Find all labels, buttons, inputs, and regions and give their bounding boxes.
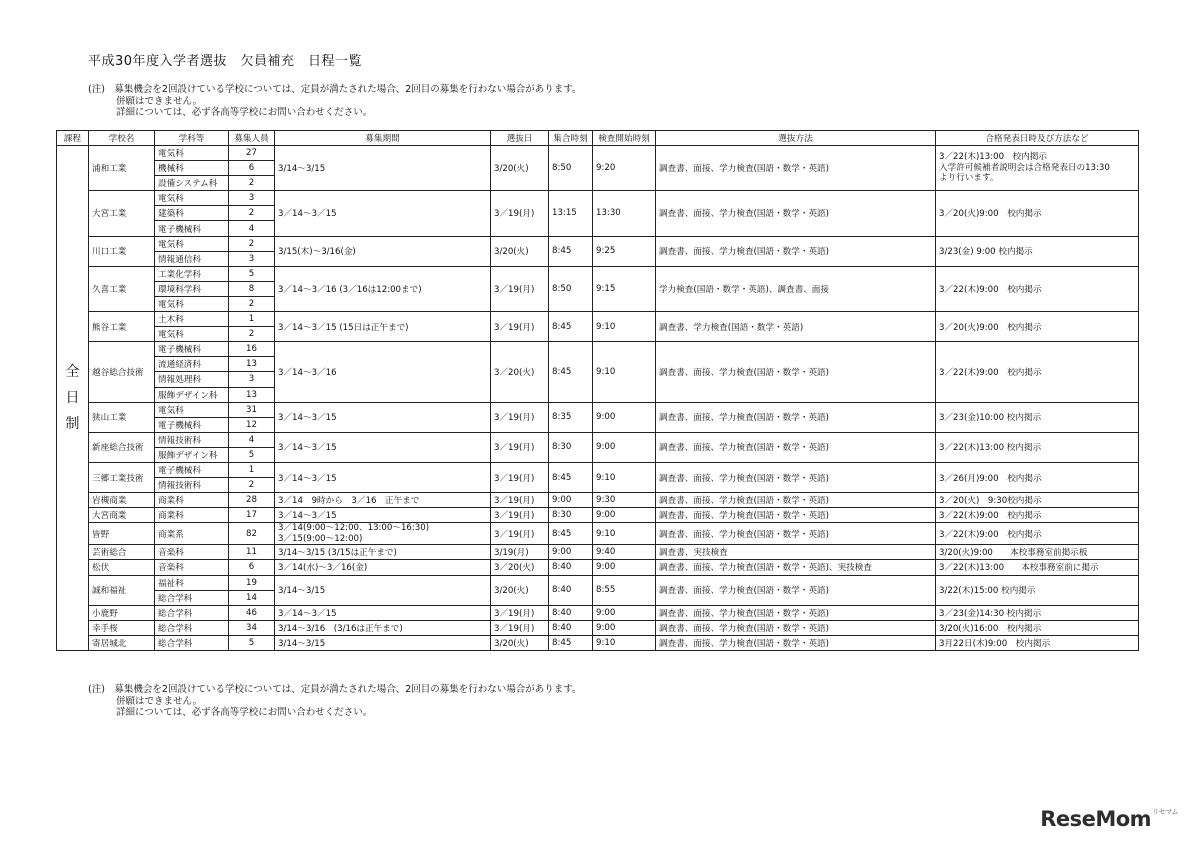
dept-name: 電子機械科 [155,221,229,236]
method-cell: 調査書、面接、学力検査(国語・数学・英語) [656,620,936,635]
result-line: より行います。 [939,173,999,184]
method-cell: 調査書、面接、学力検査(国語・数学・英語) [656,432,936,462]
period-cell: 3／14 9時から 3／16 正午まで [275,493,491,508]
dept-capacity: 5 [229,266,275,281]
period-cell: 3/14～3/16 (3/16は正午まで) [275,620,491,635]
start-cell: 9:40 [593,545,656,560]
dept-capacity: 11 [229,545,275,560]
result-cell [936,605,1139,620]
period-cell: 3/14～3/15 [275,635,491,650]
gather-cell: 8:45 [549,523,593,545]
gather-cell: 8:35 [549,402,593,432]
result-line: 3/22(木)15:00 校内掲示 [939,586,1036,597]
school-name: 久喜工業 [89,266,155,311]
dept-name: 土木科 [155,312,229,327]
course-char: 全 [65,364,80,380]
period-cell: 3／14～3／15 [275,191,491,236]
period-cell: 3/15(木)～3/16(金) [275,236,491,266]
date-cell: 3/20(火) [491,236,549,266]
period-cell: 3／14～3／15 [275,462,491,492]
period-cell: 3/14～3/15 [275,146,491,191]
result-cell [936,236,1139,266]
dept-capacity: 12 [229,417,275,432]
note-line: 詳細については、必ず各高等学校にお問い合わせください。 [116,107,373,118]
dept-capacity: 46 [229,605,275,620]
dept-name: 情報技術科 [155,432,229,447]
dept-capacity: 2 [229,327,275,342]
course-char: 制 [65,416,80,432]
result-line: 3／20(火)9:00 校内掲示 [939,209,1042,220]
school-name: 浦和工業 [89,146,155,191]
dept-name: 設備システム科 [155,176,229,191]
dept-capacity: 5 [229,447,275,462]
column-header: 選抜方法 [656,131,936,146]
result-line: 3／22(木)9:00 校内掲示 [939,529,1042,540]
dept-capacity: 31 [229,402,275,417]
start-cell: 9:00 [593,508,656,523]
result-cell [936,523,1139,545]
date-cell: 3／19(月) [491,462,549,492]
note-line: 併願はできません。 [116,695,203,707]
dept-capacity: 82 [229,523,275,545]
start-cell: 9:25 [593,236,656,266]
period-cell [275,523,491,545]
gather-cell: 9:00 [549,545,593,560]
method-cell: 調査書、面接、学力検査(国語・数学・英語) [656,508,936,523]
result-cell [936,560,1139,575]
dept-name: 電気科 [155,191,229,206]
start-cell: 9:20 [593,146,656,191]
table-row [57,560,1139,575]
date-cell: 3／19(月) [491,191,549,236]
table-header-row [57,131,1139,146]
dept-capacity: 6 [229,560,275,575]
dept-capacity: 8 [229,281,275,296]
dept-name: 電気科 [155,146,229,161]
start-cell: 9:30 [593,493,656,508]
gather-cell: 8:40 [549,560,593,575]
school-name: 幸手桜 [89,620,155,635]
school-name: 川口工業 [89,236,155,266]
result-line: 3／20(火) 9:30校内掲示 [939,496,1042,507]
method-cell: 調査書、面接、学力検査(国語・数学・英語) [656,191,936,236]
logo-text: ReseMom [1040,807,1152,831]
start-cell: 9:00 [593,560,656,575]
dept-capacity: 2 [229,176,275,191]
result-line: 3／22(木)13:00 校内掲示 [939,152,1048,163]
date-cell: 3／19(月) [491,523,549,545]
dept-name: 総合学科 [155,590,229,605]
note-line: (注) 募集機会を2回設けている学校については、定員が満たされた場合、2回目の募集を行わない場合があります。 [88,84,582,95]
date-cell: 3/20(火) [491,635,549,650]
start-cell: 9:10 [593,635,656,650]
result-cell [936,432,1139,462]
dept-name: 電気科 [155,236,229,251]
dept-name: 情報処理科 [155,372,229,387]
column-header: 学科等 [155,131,229,146]
notes-bottom [88,684,582,719]
method-cell: 調査書、面接、学力検査(国語・数学・英語) [656,523,936,545]
school-name: 皆野 [89,523,155,545]
dept-name: 電気科 [155,402,229,417]
column-header: 集合時刻 [549,131,593,146]
dept-name: 福祉科 [155,575,229,590]
table-row [57,545,1139,560]
method-cell: 調査書、面接、学力検査(国語・数学・英語) [656,146,936,191]
dept-capacity: 2 [229,236,275,251]
gather-cell: 13:15 [549,191,593,236]
dept-capacity: 28 [229,493,275,508]
method-cell: 調査書、面接、学力検査(国語・数学・英語) [656,236,936,266]
dept-name: 電気科 [155,327,229,342]
result-line: 3／26(月)9:00 校内掲示 [939,473,1042,484]
dept-capacity: 27 [229,146,275,161]
dept-capacity: 17 [229,508,275,523]
school-name: 大宮商業 [89,508,155,523]
gather-cell: 8:40 [549,575,593,605]
dept-name: 電子機械科 [155,462,229,477]
table-row [57,575,1139,590]
column-header: 合格発表日時及び方法など [936,131,1139,146]
gather-cell: 8:30 [549,508,593,523]
date-cell: 3／19(月) [491,402,549,432]
gather-cell: 8:45 [549,635,593,650]
table-row [57,493,1139,508]
method-cell: 調査書、面接、学力検査(国語・数学・英語) [656,605,936,620]
result-line: 3／22(木)9:00 校内掲示 [939,367,1042,378]
dept-capacity: 1 [229,462,275,477]
notes-top [88,84,582,119]
result-line: 3／23(金)14:30 校内掲示 [939,608,1042,619]
start-cell: 9:15 [593,266,656,311]
date-cell: 3／19(月) [491,266,549,311]
table-row [57,312,1139,327]
dept-name: 電子機械科 [155,417,229,432]
gather-cell: 9:00 [549,493,593,508]
table-row [57,523,1139,545]
method-cell: 調査書、実技検査 [656,545,936,560]
period-line: 3／14(9:00～12:00、13:00～16:30) [278,523,430,534]
date-cell: 3/19(月) [491,545,549,560]
dept-name: 総合学科 [155,635,229,650]
result-cell [936,462,1139,492]
date-cell: 3／19(月) [491,493,549,508]
dept-name: 情報通信科 [155,251,229,266]
dept-capacity: 6 [229,161,275,176]
dept-name: 服飾デザイン科 [155,387,229,402]
dept-capacity: 13 [229,357,275,372]
note-line: 併願はできません。 [116,95,203,107]
period-line: 3／15(9:00～12:00) [278,533,363,544]
start-cell: 8:55 [593,575,656,605]
school-name: 越谷総合技術 [89,342,155,402]
dept-capacity: 4 [229,221,275,236]
method-cell: 学力検査(国語・数学・英語)、調査書、面接 [656,266,936,311]
course-char: 日 [65,390,80,406]
result-cell [936,545,1139,560]
method-cell: 調査書、面接、学力検査(国語・数学・英語) [656,575,936,605]
result-cell [936,508,1139,523]
dept-name: 電気科 [155,296,229,311]
dept-capacity: 19 [229,575,275,590]
result-cell [936,575,1139,605]
result-line: 3／23(金)10:00 校内掲示 [939,413,1042,424]
dept-capacity: 2 [229,206,275,221]
table-row [57,146,1139,161]
method-cell: 調査書、面接、学力検査(国語・数学・英語)、実技検査 [656,560,936,575]
school-name: 新座総合技術 [89,432,155,462]
dept-capacity: 3 [229,251,275,266]
result-line: 3／22(木)13:00 本校事務室前に掲示 [939,563,1099,574]
dept-capacity: 2 [229,478,275,493]
dept-capacity: 5 [229,635,275,650]
start-cell: 9:00 [593,402,656,432]
date-cell: 3／19(月) [491,312,549,342]
table-row [57,605,1139,620]
dept-capacity: 34 [229,620,275,635]
result-line: 3／22(木)9:00 校内掲示 [939,284,1042,295]
dept-name: 総合学科 [155,605,229,620]
date-cell: 3／19(月) [491,605,549,620]
method-cell: 調査書、面接、学力検査(国語・数学・英語) [656,342,936,402]
start-cell: 13:30 [593,191,656,236]
table-row [57,191,1139,206]
period-cell: 3／14～3／15 [275,432,491,462]
table-row [57,342,1139,357]
dept-capacity: 3 [229,372,275,387]
period-cell: 3／14～3／15 (15日は正午まで) [275,312,491,342]
method-cell: 調査書、面接、学力検査(国語・数学・英語) [656,462,936,492]
column-header: 学校名 [89,131,155,146]
date-cell: 3／19(月) [491,432,549,462]
school-name: 誠和福祉 [89,575,155,605]
dept-capacity: 2 [229,296,275,311]
school-name: 熊谷工業 [89,312,155,342]
start-cell: 9:00 [593,620,656,635]
school-name: 三郷工業技術 [89,462,155,492]
date-cell: 3/20(火) [491,575,549,605]
period-cell: 3／14～3／16 [275,342,491,402]
column-header: 課程 [57,131,89,146]
dept-name: 商業系 [155,523,229,545]
column-header: 募集人員 [229,131,275,146]
dept-name: 工業化学科 [155,266,229,281]
method-cell: 調査書、学力検査(国語・数学・英語) [656,312,936,342]
gather-cell: 8:45 [549,462,593,492]
dept-capacity: 3 [229,191,275,206]
dept-name: 総合学科 [155,620,229,635]
table-row [57,620,1139,635]
dept-capacity: 14 [229,590,275,605]
dept-name: 建築科 [155,206,229,221]
start-cell: 9:10 [593,342,656,402]
gather-cell: 8:45 [549,342,593,402]
result-cell [936,620,1139,635]
column-header: 募集期間 [275,131,491,146]
result-line: 3／22(木)9:00 校内掲示 [939,511,1042,522]
result-cell [936,493,1139,508]
dept-name: 音楽科 [155,545,229,560]
start-cell: 9:10 [593,523,656,545]
note-line: 詳細については、必ず各高等学校にお問い合わせください。 [116,707,373,718]
gather-cell: 8:30 [549,432,593,462]
dept-name: 服飾デザイン科 [155,447,229,462]
result-cell [936,146,1139,191]
date-cell: 3/20(火) [491,146,549,191]
table-row [57,432,1139,447]
result-line: 3/20(火)9:00 本校事務室前掲示板 [939,548,1088,559]
dept-capacity: 1 [229,312,275,327]
result-cell [936,402,1139,432]
method-cell: 調査書、面接、学力検査(国語・数学・英語) [656,402,936,432]
period-cell: 3/14～3/15 [275,575,491,605]
date-cell: 3／20(火) [491,342,549,402]
table-row [57,508,1139,523]
note-line: (注) 募集機会を2回設けている学校については、定員が満たされた場合、2回目の募集を行わない場合があります。 [88,684,582,695]
school-name: 大宮工業 [89,191,155,236]
result-cell [936,312,1139,342]
schedule-table [56,130,1139,651]
date-cell: 3／19(月) [491,508,549,523]
table-row [57,462,1139,477]
gather-cell: 8:40 [549,605,593,620]
gather-cell: 8:50 [549,146,593,191]
table-row [57,266,1139,281]
result-line: 3/20(火)16:00 校内掲示 [939,623,1042,634]
dept-name: 流通経済科 [155,357,229,372]
period-cell: 3／14～3／16 (3／16は12:00まで) [275,266,491,311]
result-line: 入学許可候補者説明会は合格発表日の13:30 [939,162,1110,173]
school-name: 寄居城北 [89,635,155,650]
period-cell: 3/14～3/15 (3/15は正午まで) [275,545,491,560]
dept-name: 電子機械科 [155,342,229,357]
school-name: 岩槻商業 [89,493,155,508]
gather-cell: 8:45 [549,236,593,266]
result-cell [936,191,1139,236]
result-line: 3／22(木)13:00 校内掲示 [939,443,1042,454]
dept-name: 音楽科 [155,560,229,575]
method-cell: 調査書、面接、学力検査(国語・数学・英語) [656,493,936,508]
table-row [57,402,1139,417]
result-cell [936,342,1139,402]
result-line: 3／20(火)9:00 校内掲示 [939,322,1042,333]
page-title: 平成30年度入学者選抜 欠員補充 日程一覧 [88,54,363,69]
dept-name: 商業科 [155,508,229,523]
gather-cell: 8:50 [549,266,593,311]
date-cell: 3／19(月) [491,620,549,635]
result-cell [936,266,1139,311]
result-line: 3/23(金) 9:00 校内掲示 [939,247,1033,258]
course-cell [57,146,89,651]
gather-cell: 8:45 [549,312,593,342]
date-cell: 3／20(火) [491,560,549,575]
start-cell: 9:00 [593,605,656,620]
period-cell: 3／14～3／15 [275,402,491,432]
dept-capacity: 13 [229,387,275,402]
column-header: 検査開始時刻 [593,131,656,146]
result-cell [936,635,1139,650]
period-cell: 3／14～3／15 [275,508,491,523]
dept-name: 情報技術科 [155,478,229,493]
start-cell: 9:10 [593,312,656,342]
gather-cell: 8:40 [549,620,593,635]
dept-capacity: 4 [229,432,275,447]
start-cell: 9:10 [593,462,656,492]
school-name: 松伏 [89,560,155,575]
logo-mark: リセマム [1152,808,1178,816]
result-line: 3月22日(木)9:00 校内掲示 [939,638,1051,649]
start-cell: 9:00 [593,432,656,462]
school-name: 小鹿野 [89,605,155,620]
dept-name: 商業科 [155,493,229,508]
method-cell: 調査書、面接、学力検査(国語・数学・英語) [656,635,936,650]
school-name: 芸術総合 [89,545,155,560]
period-cell: 3／14(水)～3／16(金) [275,560,491,575]
resemom-logo [1040,807,1178,831]
dept-name: 機械科 [155,161,229,176]
table-row [57,236,1139,251]
dept-capacity: 16 [229,342,275,357]
column-header: 選抜日 [491,131,549,146]
table-row [57,635,1139,650]
period-cell: 3／14～3／15 [275,605,491,620]
dept-name: 環境科学科 [155,281,229,296]
school-name: 狭山工業 [89,402,155,432]
